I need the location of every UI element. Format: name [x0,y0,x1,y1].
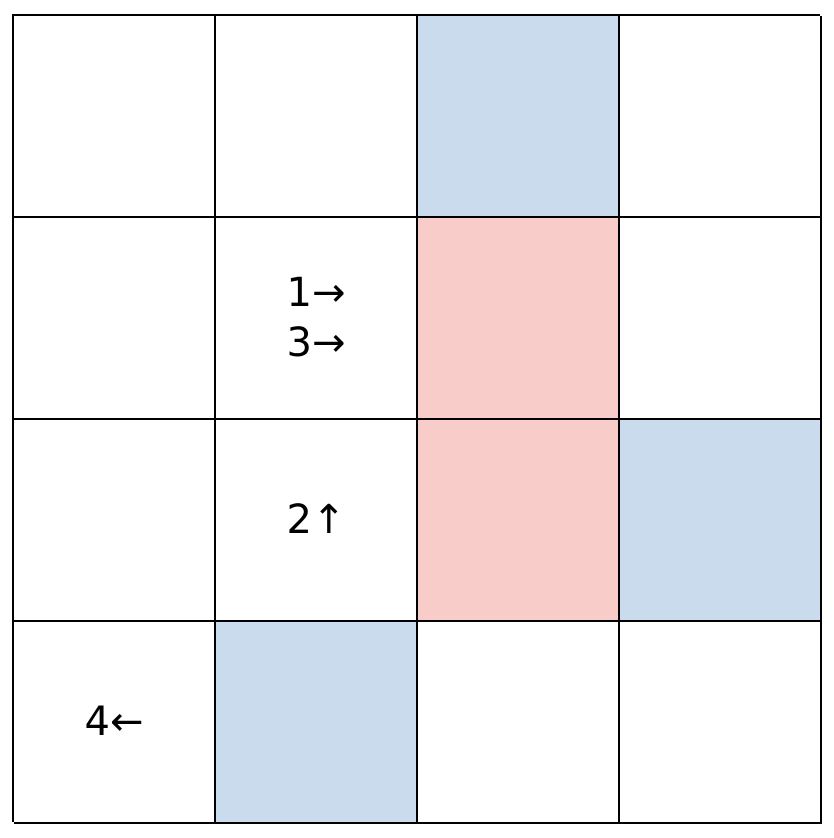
step-label: 2↑ [286,497,346,543]
step-label: 4← [84,699,144,745]
grid-cell-r2-c3 [418,218,620,420]
grid-cell-r1-c3 [418,16,620,218]
grid-cell-r3-c2 [216,420,418,622]
grid-cell-r3-c3 [418,420,620,622]
grid-cell-r4-c3 [418,622,620,824]
grid-cell-r3-c4 [620,420,822,622]
grid-cell-r1-c4 [620,16,822,218]
step-label: 3→ [286,320,346,366]
grid-cell-r1-c2 [216,16,418,218]
grid-cell-r4-c2 [216,622,418,824]
grid-cell-r2-c1 [14,218,216,420]
grid-cell-r2-c4 [620,218,822,420]
grid-cell-r4-c1 [14,622,216,824]
grid-cell-r4-c4 [620,622,822,824]
cell-label-group [287,495,346,545]
grid-cell-r3-c1 [14,420,216,622]
grid-cell-r2-c2 [216,218,418,420]
grid-diagram [12,14,820,822]
grid-cell-r1-c1 [14,16,216,218]
step-label: 1→ [286,270,346,316]
cell-label-group [287,268,346,368]
cell-label-group [85,697,144,747]
